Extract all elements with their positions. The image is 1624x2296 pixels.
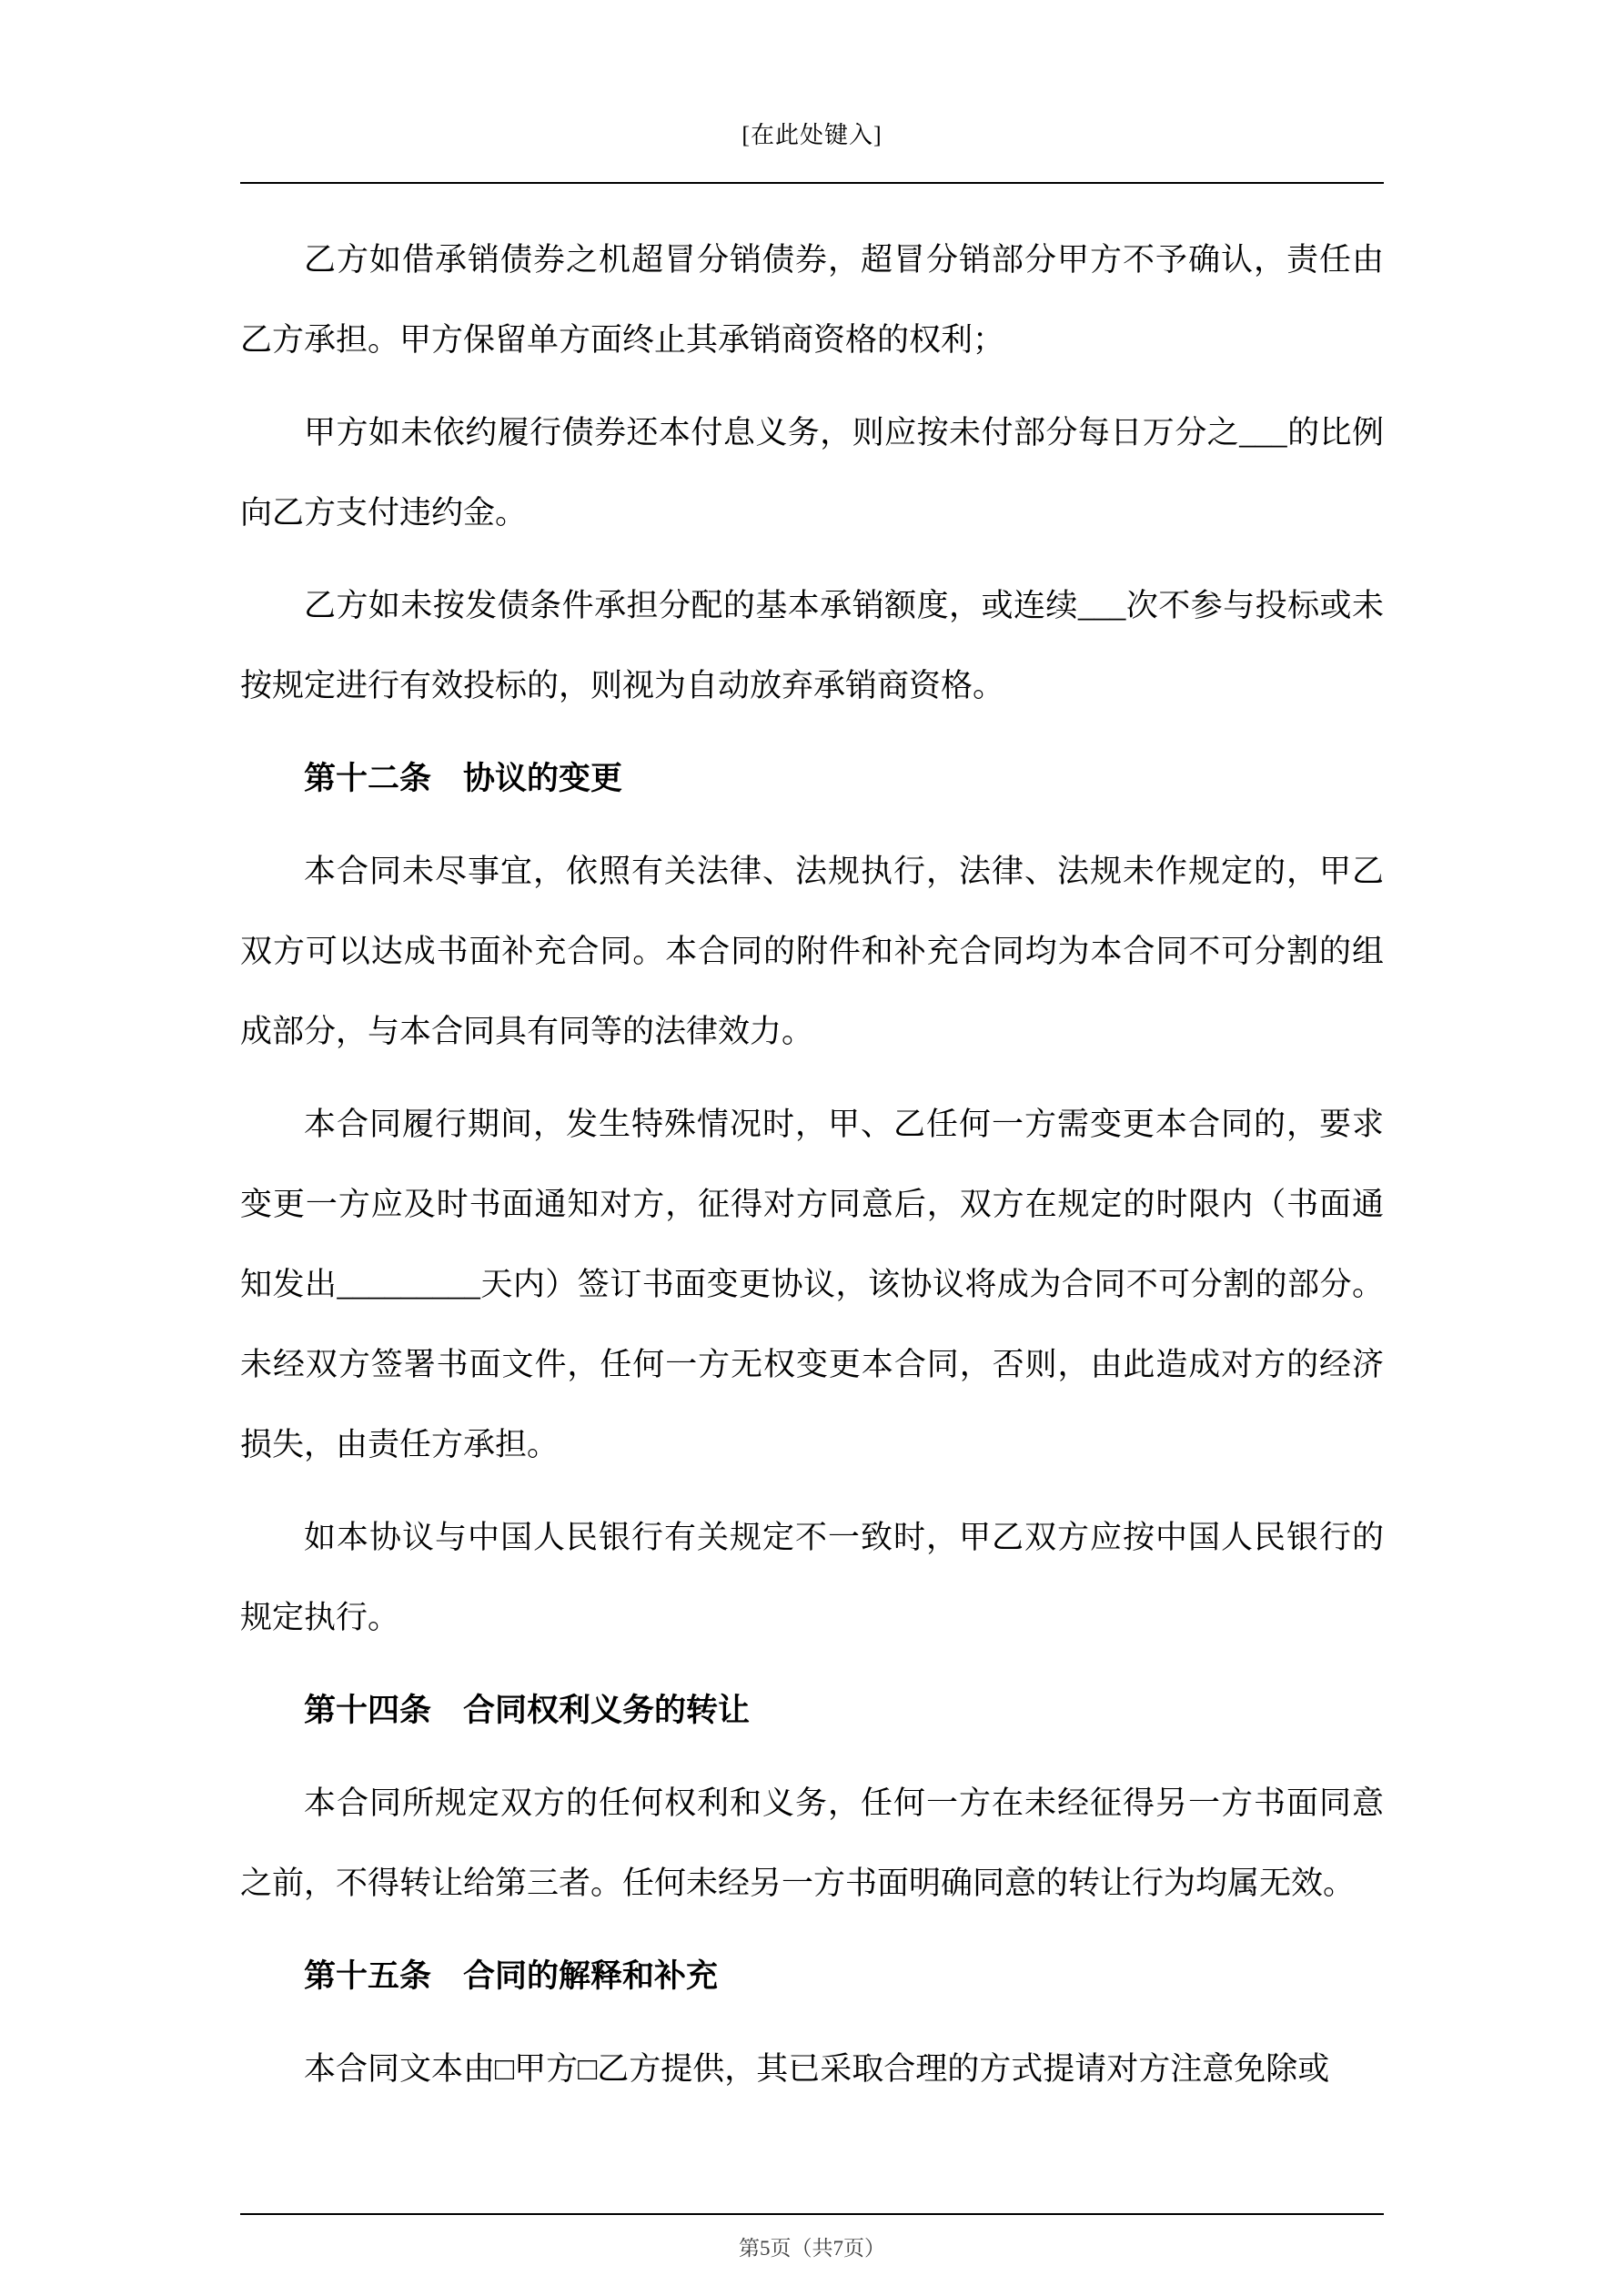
section-heading-article-12: 第十二条 协议的变更 — [304, 761, 623, 796]
header-divider — [240, 182, 1384, 184]
document-body — [240, 220, 1384, 2122]
footer-divider — [240, 2213, 1384, 2215]
section-heading-article-14: 第十四条 合同权利义务的转让 — [304, 1693, 751, 1728]
page-number-footer: 第5页（共7页） — [739, 2237, 885, 2260]
paragraph: 甲方如未依约履行债券还本付息义务，则应按未付部分每日万分之___的比例向乙方支付违约金。 — [240, 415, 1384, 531]
paragraph: 乙方如未按发债条件承担分配的基本承销额度，或连续___次不参与投标或未按规定进行有效投标的，则视为自动放弃承销商资格。 — [240, 588, 1384, 703]
section-heading-article-15: 第十五条 合同的解释和补充 — [304, 1958, 719, 1994]
paragraph: 如本协议与中国人民银行有关规定不一致时，甲乙双方应按中国人民银行的规定执行。 — [240, 1520, 1384, 1635]
paragraph: 乙方如借承销债券之机超冒分销债券，超冒分销部分甲方不予确认，责任由乙方承担。甲方保留单方面终止其承销商资格的权利； — [240, 242, 1384, 358]
paragraph: 本合同未尽事宜，依照有关法律、法规执行，法律、法规未作规定的，甲乙双方可以达成书面补充合同。本合同的附件和补充合同均为本合同不可分割的组成部分，与本合同具有同等的法律效力。 — [240, 854, 1384, 1049]
paragraph: 本合同文本由□甲方□乙方提供，其已采取合理的方式提请对方注意免除或 — [304, 2051, 1330, 2087]
paragraph: 本合同所规定双方的任何权利和义务，任何一方在未经征得另一方书面同意之前，不得转让给第三者。任何未经另一方书面明确同意的转让行为均属无效。 — [240, 1785, 1384, 1901]
paragraph: 本合同履行期间，发生特殊情况时，甲、乙任何一方需变更本合同的，要求变更一方应及时书面通知对方，征得对方同意后，双方在规定的时限内（书面通知发出_________天内）签订书面变更协议，该协议将成为合同不可分割的部分。未经双方签署书面文件，任何一方无权变更本合同，否则，由此造成对方的经济损失，由责任方承担。 — [240, 1107, 1384, 1462]
page-header: [在此处键入] — [741, 122, 883, 148]
